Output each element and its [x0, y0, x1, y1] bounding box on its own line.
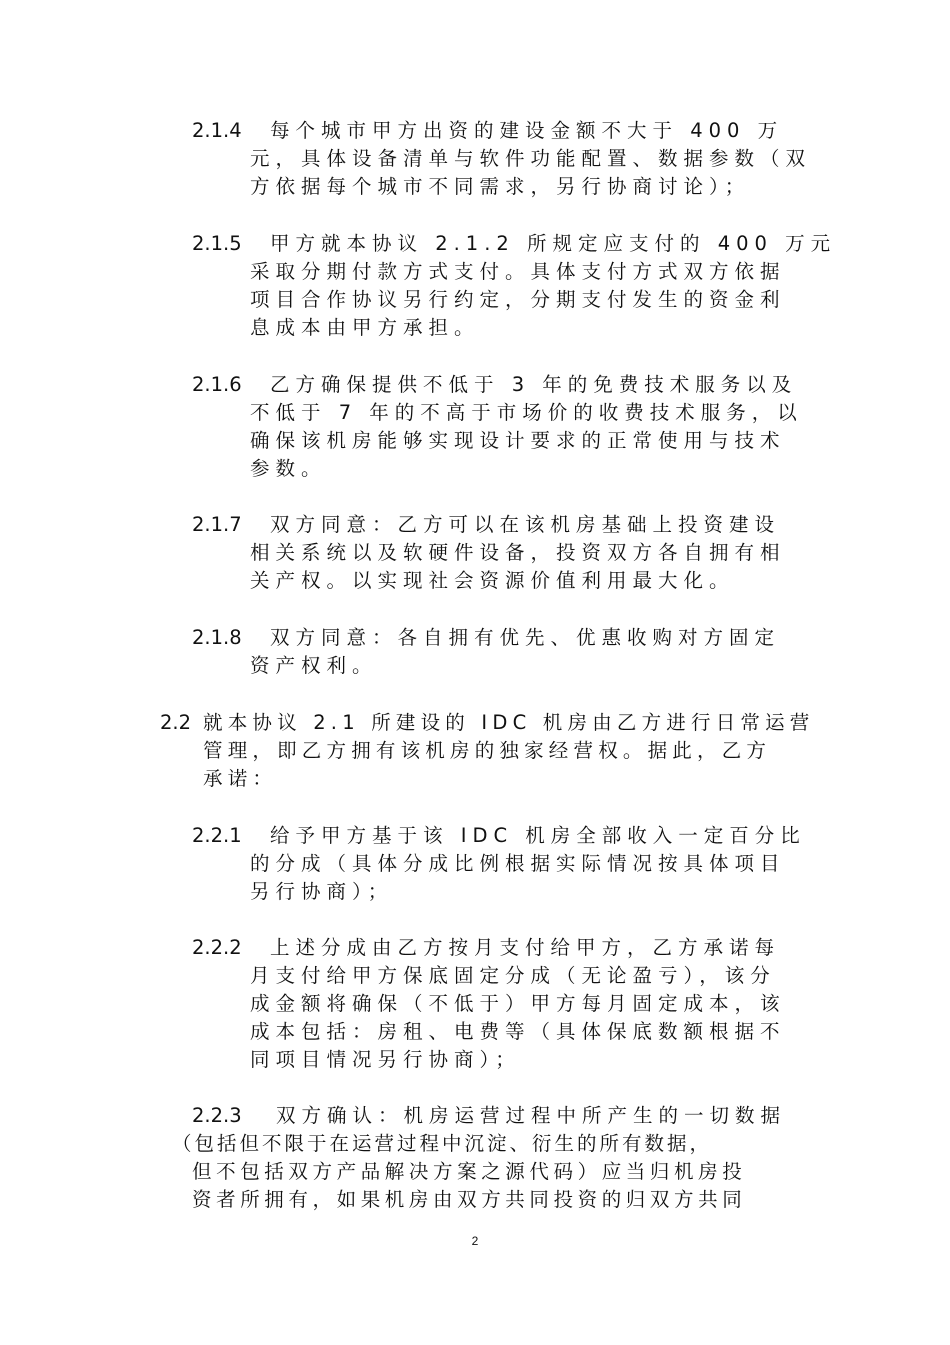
clause-text-line: 乙方确保提供不低于 3 年的免费技术服务以及 — [270, 373, 798, 396]
clause-text-line: 关产权。以实现社会资源价值利用最大化。 — [250, 569, 735, 592]
clause-text-line: 成金额将确保（不低于）甲方每月固定成本，该 — [250, 992, 786, 1015]
clause-text-line: 参数。 — [250, 457, 327, 480]
clause-number: 2.2.3 — [192, 1104, 242, 1127]
section-number: 2.2 — [160, 711, 192, 734]
clause-number: 2.1.6 — [192, 373, 242, 396]
clause-text-line: 同项目情况另行协商）； — [250, 1048, 521, 1071]
clause-text-line: 的分成（具体分成比例根据实际情况按具体项目 — [250, 852, 786, 875]
clause-number: 2.1.4 — [192, 119, 242, 142]
section-text-line: 管理，即乙方拥有该机房的独家经营权。据此，乙方 — [203, 739, 772, 762]
clause-text-line: 确保该机房能够实现设计要求的正常使用与技术 — [250, 429, 786, 452]
clause-number: 2.1.7 — [192, 513, 242, 536]
clause-text-line: 上述分成由乙方按月支付给甲方，乙方承诺每 — [270, 936, 781, 959]
clause-text-line: 每个城市甲方出资的建设金额不大于 400 万 — [270, 119, 784, 142]
clause-text-line: 成本包括：房租、电费等（具体保底数额根据不 — [250, 1020, 786, 1043]
clause-text-line: 元，具体设备清单与软件功能配置、数据参数（双 — [250, 147, 812, 170]
clause-text-line: （包括但不限于在运营过程中沉淀、衍生的所有数据， — [172, 1132, 713, 1155]
clause-text-line: 给予甲方基于该 IDC 机房全部收入一定百分比 — [270, 824, 806, 847]
clause-text-line: 双方确认：机房运营过程中所产生的一切数据 — [276, 1104, 787, 1127]
clause-number: 2.2.2 — [192, 936, 242, 959]
section-text-line: 就本协议 2.1 所建设的 IDC 机房由乙方进行日常运营 — [203, 711, 815, 734]
clause-text-line: 息成本由甲方承担。 — [250, 316, 480, 339]
clause-text-line: 资者所拥有，如果机房由双方共同投资的归双方共同 — [192, 1188, 747, 1211]
clause-text-line: 资产权利。 — [250, 654, 378, 677]
clause-text-line: 方依据每个城市不同需求，另行协商讨论）； — [250, 175, 751, 198]
clause-text-line: 另行协商）； — [250, 880, 394, 903]
clause-text-line: 甲方就本协议 2.1.2 所规定应支付的 400 万元 — [270, 232, 837, 255]
clause-number: 2.1.5 — [192, 232, 242, 255]
page-number: 2 — [471, 1234, 479, 1248]
clause-text-line: 不低于 7 年的不高于市场价的收费技术服务，以 — [250, 401, 803, 424]
clause-text-line: 但不包括双方产品解决方案之源代码）应当归机房投 — [192, 1160, 747, 1183]
clause-text-line: 项目合作协议另行约定，分期支付发生的资金利 — [250, 288, 786, 311]
clause-text-line: 月支付给甲方保底固定分成（无论盈亏），该分 — [250, 964, 776, 987]
clause-number: 2.1.8 — [192, 626, 242, 649]
section-text-line: 承诺： — [203, 767, 278, 790]
clause-text-line: 相关系统以及软硬件设备，投资双方各自拥有相 — [250, 541, 786, 564]
clause-text-line: 双方同意：乙方可以在该机房基础上投资建设 — [270, 513, 781, 536]
clause-number: 2.2.1 — [192, 824, 242, 847]
clause-text-line: 双方同意：各自拥有优先、优惠收购对方固定 — [270, 626, 781, 649]
clause-text-line: 采取分期付款方式支付。具体支付方式双方依据 — [250, 260, 786, 283]
